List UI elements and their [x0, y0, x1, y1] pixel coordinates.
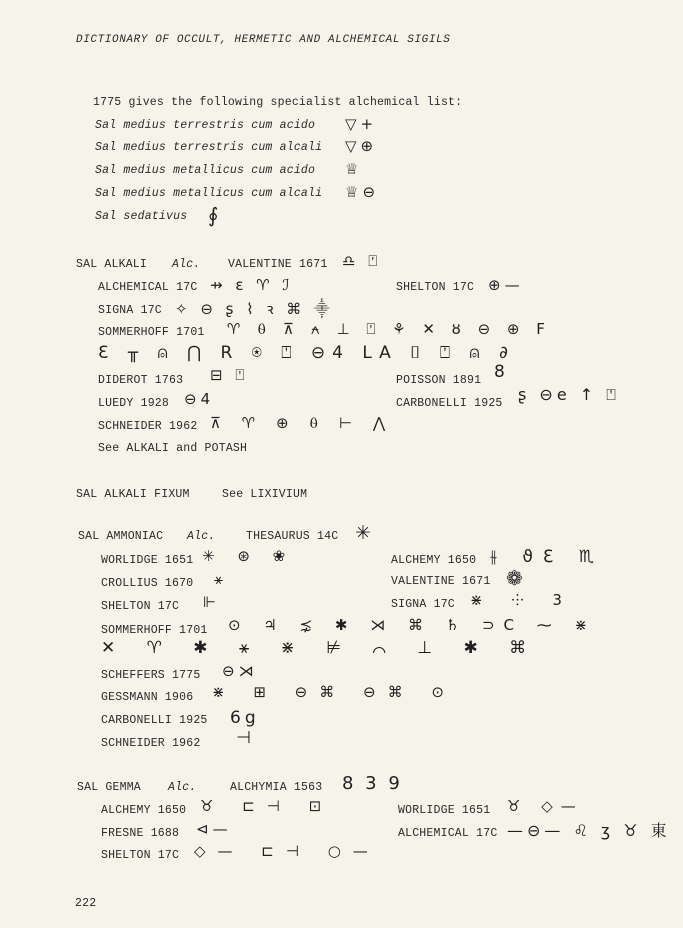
source-glyphs: 8	[494, 362, 509, 382]
source-label: CROLLIUS 1670	[101, 577, 194, 590]
source-glyphs: ♉ ◇—	[507, 797, 584, 815]
source-label: CARBONELLI 1925	[101, 714, 208, 727]
entry-title: SAL AMMONIAC	[78, 530, 164, 543]
page-number: 222	[75, 897, 97, 910]
entry-domain: Alc.	[187, 530, 216, 543]
source-glyphs: Ɛ ╥ ⍝ ⋂ R ⍟ ⍞ ⊖4 LA ⌷ ⍞ ⍝ ∂	[98, 343, 515, 363]
entry-domain: Alc.	[168, 781, 197, 794]
source-label: VALENTINE 1671	[391, 575, 491, 588]
source-glyphs: ⋇ ⊞ ⊖⌘ ⊖⌘ ⊙	[212, 683, 456, 701]
entry-title: SAL ALKALI FIXUM	[76, 488, 190, 501]
intro-item-label: Sal medius metallicus cum acido	[95, 164, 316, 177]
source-label: ALCHEMY 1650	[101, 804, 187, 817]
source-glyphs: ʂ ⊖e ↑ ⍞	[518, 385, 620, 404]
intro-item-glyph: ▽+	[345, 115, 378, 133]
entry-source: THESAURUS 14C	[246, 530, 339, 543]
entry-source: ALCHYMIA 1563	[230, 781, 323, 794]
entry-glyphs: ✳	[355, 522, 375, 544]
source-glyphs: ♉ ⊏⊣ ⊡	[200, 797, 334, 815]
source-glyphs: ⊖4	[184, 390, 215, 408]
source-label: WORLIDGE 1651	[398, 804, 491, 817]
source-glyphs: ♈ ⍬ ⊼ ⍲ ⊥ ⍞ ⚘ ✕ ȣ ⊖ ⊕ F	[227, 320, 551, 338]
cross-reference: See ALKALI and POTASH	[98, 442, 248, 455]
intro-item-label: Sal sedativus	[95, 210, 188, 223]
source-label: POISSON 1891	[396, 374, 482, 387]
entry-title: SAL ALKALI	[76, 258, 148, 271]
entry-title: SAL GEMMA	[77, 781, 141, 794]
source-label: DIDEROT 1763	[98, 374, 184, 387]
entry-glyphs: ♎ ⍞	[342, 252, 382, 270]
source-glyphs: ✳ ⊛ ❀	[202, 547, 295, 565]
source-label: SOMMERHOFF 1701	[101, 624, 208, 637]
entry-domain: Alc.	[172, 258, 201, 271]
source-glyphs: ⇸ ɛ ♈ ℐ	[210, 276, 294, 294]
source-glyphs: ⊟ ⍞	[210, 366, 249, 384]
entry-glyphs: 8 3 9	[342, 773, 403, 794]
source-glyphs: ⊖⋊	[222, 662, 258, 680]
source-glyphs: ✧ ⊖ ʂ ⌇ ꝛ ⌘ ⸎	[175, 300, 334, 318]
source-label: WORLIDGE 1651	[101, 554, 194, 567]
source-label: SHELTON 17C	[396, 281, 475, 294]
intro-item-glyph: ∮	[208, 203, 223, 227]
source-glyphs: 6g	[230, 708, 260, 728]
source-glyphs: ⋇ ⸭ 3	[470, 591, 574, 609]
source-glyphs: ⊕—	[488, 276, 524, 294]
intro-item-label: Sal medius metallicus cum alcali	[95, 187, 323, 200]
source-label: GESSMANN 1906	[101, 691, 194, 704]
running-head: DICTIONARY OF OCCULT, HERMETIC AND ALCHEMICAL SIGILS	[76, 34, 451, 46]
intro-item-label: Sal medius terrestris cum alcali	[95, 141, 323, 154]
intro-item-glyph: ♕⊖	[345, 183, 380, 201]
source-glyphs: ❁	[506, 566, 527, 590]
source-glyphs: ⊩	[203, 593, 221, 611]
source-label: SHELTON 17C	[101, 600, 180, 613]
entry-source: VALENTINE 1671	[228, 258, 328, 271]
source-glyphs: ◇— ⊏⊣ ○—	[194, 842, 380, 860]
source-label: SCHEFFERS 1775	[101, 669, 201, 682]
source-glyphs: ⊣	[236, 728, 255, 748]
source-label: LUEDY 1928	[98, 397, 170, 410]
cross-reference: See LIXIVIUM	[222, 488, 308, 501]
source-label: ALCHEMICAL 17C	[98, 281, 198, 294]
source-label: SHELTON 17C	[101, 849, 180, 862]
source-glyphs: ⊼ ♈ ⊕ ⍬ ⊢ ⋀	[210, 414, 394, 432]
source-label: SIGNA 17C	[391, 598, 455, 611]
intro-item-glyph: ▽⊕	[345, 137, 378, 155]
intro-item-label: Sal medius terrestris cum acido	[95, 119, 316, 132]
source-glyphs: ✕ ♈ ✱ ⚹ ⋇ ⊭ ⌒ ⊥ ✱ ⌘	[101, 638, 540, 658]
source-label: ALCHEMY 1650	[391, 554, 477, 567]
source-glyphs: —⊖— ♌ ʒ ♉ 東	[507, 821, 671, 840]
intro-item-glyph: ♕	[345, 160, 363, 178]
source-label: FRESNE 1688	[101, 827, 180, 840]
source-glyphs: ⊙ ♃ ⋨ ✱ ⋊ ⌘ ♄ ⊃C ⁓ ⋇	[228, 616, 597, 634]
intro-text: 1775 gives the following specialist alchemical list:	[93, 96, 463, 109]
source-glyphs: ⚹	[214, 570, 228, 588]
source-label: SIGNA 17C	[98, 304, 162, 317]
source-label: SCHNEIDER 1962	[101, 737, 201, 750]
source-label: ALCHEMICAL 17C	[398, 827, 498, 840]
source-label: CARBONELLI 1925	[396, 397, 503, 410]
source-glyphs: ⊲—	[196, 820, 232, 838]
source-label: SCHNEIDER 1962	[98, 420, 198, 433]
source-label: SOMMERHOFF 1701	[98, 326, 205, 339]
source-glyphs: ⫳ ϑℇ ♏	[490, 547, 604, 567]
